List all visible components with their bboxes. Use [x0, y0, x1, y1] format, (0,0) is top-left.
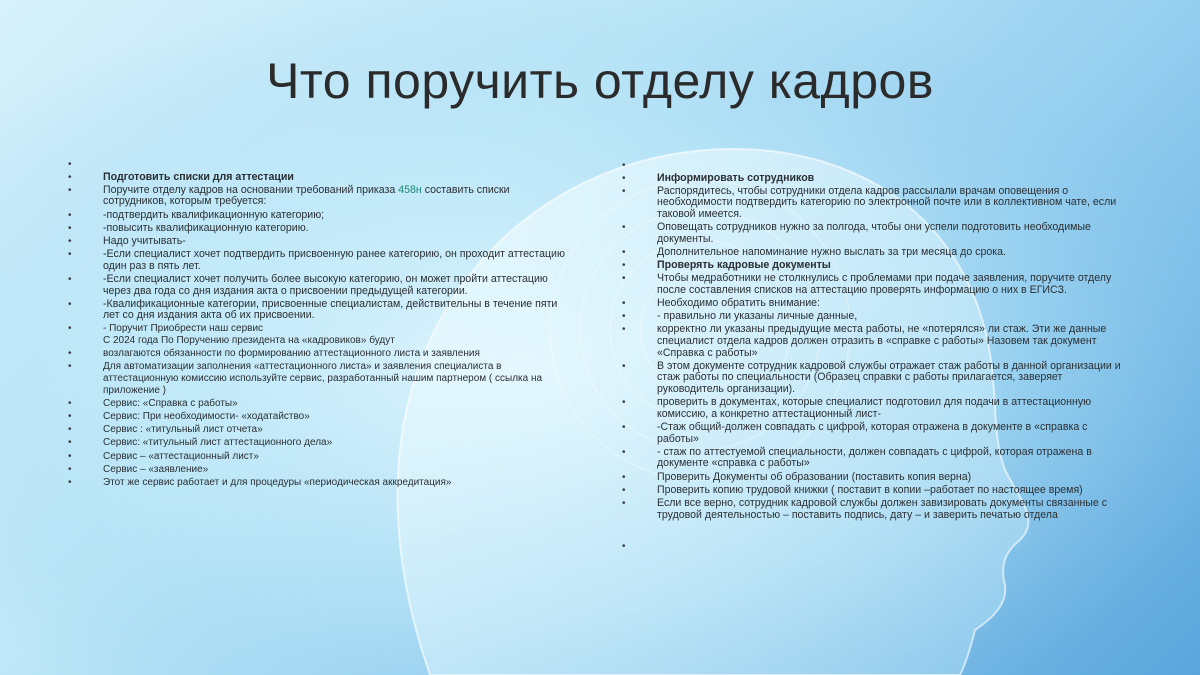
list-item: • Сервис – «аттестационный лист» — [68, 451, 568, 463]
list-item: • Оповещать сотрудников нужно за полгода, чтобы они успели подготовить необходимые документы. — [622, 222, 1122, 245]
list-item-empty — [622, 160, 1122, 171]
list-item: • Сервис: «Справка с работы» — [68, 398, 568, 410]
list-item: • - правильно ли указаны личные данные, — [622, 311, 1122, 323]
order-text-after: составить списки сотрудников, которым требуется: — [103, 183, 510, 208]
list-item: • Для автоматизации заполнения «аттестационного листа» и заявления специалиста в аттестационную комиссию используйте сервис, разработанный нашим партнером ( ссылка на приложение ) — [68, 361, 568, 396]
list-item: • Сервис : «титульный лист отчета» — [68, 424, 568, 436]
section-heading-inform-staff: Информировать сотрудников — [657, 171, 815, 184]
list-item: • -Если специалист хочет подтвердить присвоенную ранее категорию, он проходит аттестацию один раз в пять лет. — [68, 249, 568, 272]
left-column-list — [68, 159, 568, 490]
list-item: • Проверить копию трудовой книжки ( поставит в копии –работает по настоящее время) — [622, 485, 1122, 497]
section-heading-attestation-lists: Подготовить списки для аттестации — [103, 170, 294, 183]
list-item: • Этот же сервис работает и для процедуры «периодическая аккредитация» — [68, 477, 568, 489]
order-text-before: Поручите отделу кадров на основании требований приказа — [103, 183, 399, 196]
list-item: • - Поручит Приобрести наш сервис С 2024 года По Поручению президента на «кадровиков» будут — [68, 323, 568, 346]
list-item: • Распорядитесь, чтобы сотрудники отдела кадров рассылали врачам оповещения о необходимости подтвердить категорию по электронной почте или в коллективном чате, если таковой имеется. — [622, 186, 1122, 221]
list-item-heading — [622, 260, 1122, 272]
list-item: • -Стаж общий-должен совпадать с цифрой, которая отражена в документе в «справка с работы» — [622, 422, 1122, 445]
slide-title: Что поручить отделу кадров — [266, 53, 934, 109]
order-458n-link[interactable]: 458н — [398, 183, 422, 196]
right-column-list — [622, 160, 1122, 554]
list-item-empty — [68, 159, 568, 170]
list-item-order — [68, 185, 568, 208]
list-item-heading — [622, 173, 1122, 185]
list-item: • Необходимо обратить внимание: — [622, 298, 1122, 310]
list-item-heading — [68, 172, 568, 184]
list-item: • Сервис: При необходимости- «ходатайство» — [68, 411, 568, 423]
section-heading-check-documents: Проверять кадровые документы — [657, 259, 831, 272]
list-item: • корректно ли указаны предыдущие места работы, не «потерялся» ли стаж. Эти же данные специалист отдела кадров должен отразить в «справке с работы» Назовем так документ «Справка с работы» — [622, 324, 1122, 359]
list-item: • Если все верно, сотрудник кадровой службы должен завизировать документы связанные с трудовой деятельностью – поставить подпись, дату – и заверить печатью отдела — [622, 498, 1122, 521]
list-item: • Дополнительное напоминание нужно выслать за три месяца до срока. — [622, 247, 1122, 259]
list-item: • Сервис – «заявление» — [68, 464, 568, 476]
list-item: • Чтобы медработники не столкнулись с проблемами при подаче заявления, поручите отделу после составления списков на аттестацию проверять информацию о них в ЕГИСЗ. — [622, 273, 1122, 296]
list-item: • -Квалификационные категории, присвоенные специалистам, действительны в течение пяти лет со дня издания акта об их присвоении. — [68, 299, 568, 322]
list-item: • Надо учитывать- — [68, 236, 568, 248]
list-item: • -повысить квалификационную категорию. — [68, 223, 568, 235]
list-item: • - стаж по аттестуемой специальности, должен совпадать с цифрой, которая отражена в документе «справка с работы» — [622, 447, 1122, 470]
list-item: • -Если специалист хочет получить более высокую категорию, он может пройти аттестацию через два года со дня издания акта о присвоении предыдущей категории. — [68, 274, 568, 297]
list-item: • В этом документе сотрудник кадровой службы отражает стаж работы в данной организации и стаж работы по специальности (Образец справки с работы прилагается, заверяет руководитель организации). — [622, 361, 1122, 396]
list-item: • возлагаются обязанности по формированию аттестационного листа и заявления — [68, 348, 568, 360]
list-item: • Проверить Документы об образовании (поставить копия верна) — [622, 472, 1122, 484]
list-item: • -подтвердить квалификационную категорию; — [68, 210, 568, 222]
list-item-empty — [622, 541, 1122, 552]
list-item: • Сервис: «титульный лист аттестационного дела» — [68, 437, 568, 449]
list-item: • проверить в документах, которые специалист подготовил для подачи в аттестационную комиссию, а конкретно аттестационный лист- — [622, 397, 1122, 420]
